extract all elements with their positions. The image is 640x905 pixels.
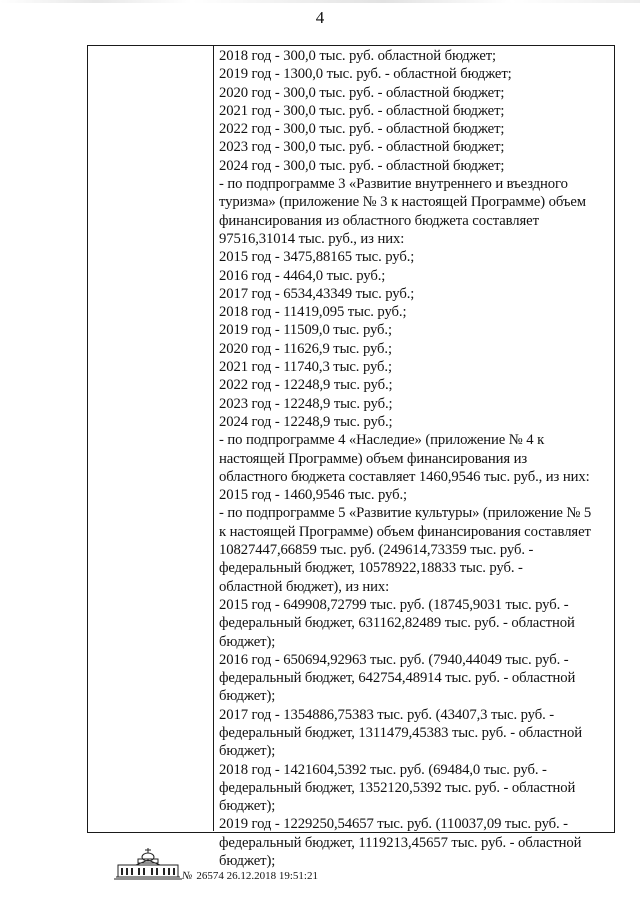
text-line: 2020 год - 300,0 тыс. руб. - областной бюджет; [219, 84, 505, 101]
text-line: 2017 год - 6534,43349 тыс. руб.; [219, 285, 415, 302]
text-line: 2021 год - 300,0 тыс. руб. - областной бюджет; [219, 102, 505, 119]
text-line: бюджет); [219, 688, 276, 705]
text-line: 2018 год - 300,0 тыс. руб. областной бюджет; [219, 48, 497, 64]
text-line: 2018 год - 11419,095 тыс. руб.; [219, 304, 407, 321]
page-number: 4 [315, 8, 325, 27]
text-line: бюджет); [219, 743, 276, 760]
text-line: 2017 год - 1354886,75383 тыс. руб. (43407,3 тыс. руб. - [219, 706, 555, 723]
stamp-text: 26574 26.12.2018 19:51:21 [196, 870, 318, 882]
text-line: федеральный бюджет, 1311479,45383 тыс. руб. - областной [219, 724, 582, 741]
financing-text [219, 47, 611, 870]
text-line: бюджет); [219, 853, 276, 870]
text-line: областной бюджет), из них: [219, 578, 390, 595]
text-line: федеральный бюджет, 642754,48914 тыс. руб. - областной [219, 670, 576, 687]
text-line: 2019 год - 1229250,54657 тыс. руб. (110037,09 тыс. руб. - [219, 816, 568, 833]
text-line: 2020 год - 11626,9 тыс. руб.; [219, 340, 392, 357]
text-line: 97516,31014 тыс. руб., из них: [219, 230, 405, 247]
text-line: 2019 год - 11509,0 тыс. руб.; [219, 322, 392, 339]
text-line: - по подпрограмме 5 «Развитие культуры» (приложение № 5 [219, 505, 592, 522]
text-line: 10827447,66859 тыс. руб. (249614,73359 тыс. руб. - [219, 542, 534, 559]
scan-edge [0, 0, 640, 3]
text-line: бюджет); [219, 798, 276, 815]
text-line: федеральный бюджет, 1119213,45657 тыс. руб. - областной [219, 834, 582, 851]
column-divider [213, 45, 214, 831]
government-building-icon [108, 846, 188, 882]
text-line: 2024 год - 300,0 тыс. руб. - областной бюджет; [219, 157, 505, 174]
text-line: 2019 год - 1300,0 тыс. руб. - областной бюджет; [219, 66, 512, 83]
text-line: настоящей Программе) объем финансирования из [219, 450, 528, 467]
text-line: 2015 год - 1460,9546 тыс. руб.; [219, 487, 408, 504]
text-line: туризма» (приложение № 3 к настоящей Программе) объем [219, 194, 586, 211]
text-line: 2016 год - 4464,0 тыс. руб.; [219, 267, 386, 284]
text-line: областного бюджета составляет 1460,9546 тыс. руб., из них: [219, 468, 590, 485]
text-line: финансирования из областного бюджета составляет [219, 212, 539, 229]
text-line: федеральный бюджет, 10578922,18833 тыс. руб. - [219, 560, 523, 577]
registration-stamp [182, 870, 318, 882]
text-line: 2022 год - 300,0 тыс. руб. - областной бюджет; [219, 121, 505, 138]
text-line: 2023 год - 300,0 тыс. руб. - областной бюджет; [219, 139, 505, 156]
text-line: 2016 год - 650694,92963 тыс. руб. (7940,44049 тыс. руб. - [219, 651, 569, 668]
text-line: 2023 год - 12248,9 тыс. руб.; [219, 395, 393, 412]
text-line: 2021 год - 11740,3 тыс. руб.; [219, 359, 392, 376]
text-line: 2018 год - 1421604,5392 тыс. руб. (69484,0 тыс. руб. - [219, 761, 547, 778]
text-line: федеральный бюджет, 1352120,5392 тыс. руб. - областной [219, 779, 576, 796]
text-line: - по подпрограмме 3 «Развитие внутреннего и въездного [219, 176, 568, 193]
text-line: 2015 год - 649908,72799 тыс. руб. (18745,9031 тыс. руб. - [219, 596, 569, 613]
text-line: 2022 год - 12248,9 тыс. руб.; [219, 377, 393, 394]
number-sign: № [182, 870, 193, 882]
text-line: федеральный бюджет, 631162,82489 тыс. руб. - областной [219, 615, 575, 632]
text-line: 2015 год - 3475,88165 тыс. руб.; [219, 249, 415, 266]
text-line: к настоящей Программе) объем финансирования составляет [219, 523, 591, 540]
text-line: бюджет); [219, 633, 276, 650]
text-line: 2024 год - 12248,9 тыс. руб.; [219, 413, 393, 430]
text-line: - по подпрограмме 4 «Наследие» (приложение № 4 к [219, 432, 545, 449]
